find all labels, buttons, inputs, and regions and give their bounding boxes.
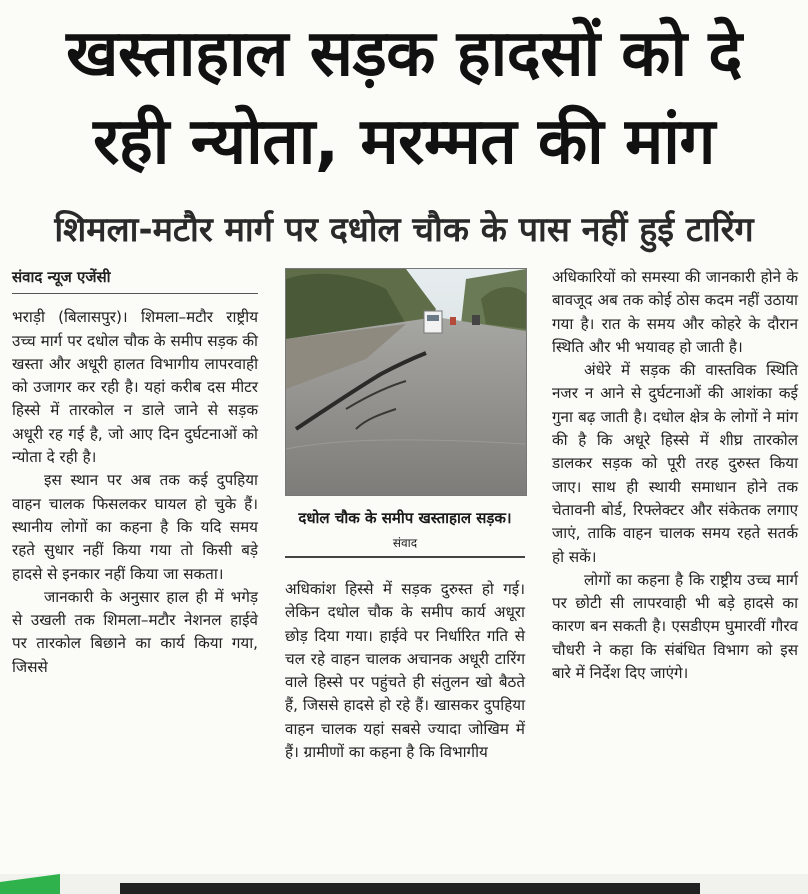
column-2 xyxy=(285,578,525,764)
cut-off-next-headline xyxy=(120,883,700,894)
col2-paragraph-1: अधिकांश हिस्से में सड़क दुरुस्त हो गई। लेकिन दधोल चौक के समीप कार्य अधूरा छोड़ दिया गया। हाईवे पर निर्धारित गति से चल रहे वाहन चालक अचानक अधूरी टारिंग वाले हिस्से पर पहुंचते ही संतुलन खो बैठते हैं, जिससे हादसे हो रहे हैं। खासकर दुपहिया वाहन चालक यहां सबसे ज्यादा जोखिम में हैं। ग्रामीणों का कहना है कि विभागीय xyxy=(285,580,525,762)
road-photo-image xyxy=(286,269,526,495)
col1-paragraph-2: इस स्थान पर अब तक कई दुपहिया वाहन चालक फिसलकर घायल हो चुके हैं। स्थानीय लोगों का कहना है कि यदि समय रहते सुधार नहीं किया गया तो किसी बड़े हादसे से इनकार नहीं किया जा सकता। xyxy=(12,471,258,583)
caption-divider xyxy=(285,556,525,558)
byline: संवाद न्यूज एजेंसी xyxy=(12,268,111,286)
headline-line-1: खस्ताहाल सड़क हादसों को दे xyxy=(66,17,742,91)
col3-paragraph-2: अंधेरे में सड़क की वास्तविक स्थिति नजर न आने से दुर्घटनाओं की आशंका कई गुना बढ़ जाती है। दधोल क्षेत्र के लोगों ने मांग की है कि अधूरे हिस्से में शीघ्र तारकोल डालकर सड़क को पूरी तरह दुरुस्त किया जाए। साथ ही स्थायी समाधान होने तक चेतावनी बोर्ड, रिफ्लेक्टर और संकेतक लगाए जाएं, ताकि वाहन चालक समय रहते सतर्क हो सकें। xyxy=(552,361,798,566)
col3-paragraph-1: अधिकारियों को समस्या की जानकारी होने के बावजूद अब तक कोई ठोस कदम नहीं उठाया गया है। रात के समय और कोहरे के दौरान स्थिति और भी भयावह हो जाती है। xyxy=(552,268,798,356)
col1-paragraph-3: जानकारी के अनुसार हाल ही में भगेड़ से उखली तक शिमला–मटौर नेशनल हाईवे पर तारकोल बिछाने का कार्य किया गया, जिससे xyxy=(12,587,258,676)
headline-line-2: रही न्योता, मरम्मत की मांग xyxy=(93,105,715,179)
photo-caption xyxy=(285,506,525,555)
photo-caption-text: दधोल चौक के समीप खस्ताहाल सड़क। xyxy=(298,509,512,527)
byline-divider xyxy=(12,293,258,294)
column-1 xyxy=(12,266,258,679)
road-photo xyxy=(285,268,527,496)
bottom-strip xyxy=(0,874,808,894)
photo-credit: संवाद xyxy=(392,536,418,550)
col1-paragraph-1: भराड़ी (बिलासपुर)। शिमला–मटौर राष्ट्रीय उच्च मार्ग पर दधोल चौक के समीप सड़क की खस्ता और अधूरी हालत विभागीय लापरवाही को उजागर कर रही है। यहां करीब दस मीटर हिस्से में तारकोल न डाले जाने से सड़क अधूरी रह गई है, जो आए दिन दुर्घटनाओं को न्योता दे रही है। xyxy=(12,308,258,467)
col3-paragraph-3: लोगों का कहना है कि राष्ट्रीय उच्च मार्ग पर छोटी सी लापरवाही भी बड़े हादसे का कारण बन सकती है। एसडीएम घुमारवीं गौरव चौधरी ने कहा कि संबंधित विभाग को इस बारे में निर्देश दिए जाएंगे। xyxy=(552,570,798,683)
green-corner-mark xyxy=(0,874,60,894)
subheadline: शिमला-मटौर मार्ग पर दधोल चौक के पास नहीं हुई टारिंग xyxy=(54,210,754,250)
column-3 xyxy=(552,266,798,685)
